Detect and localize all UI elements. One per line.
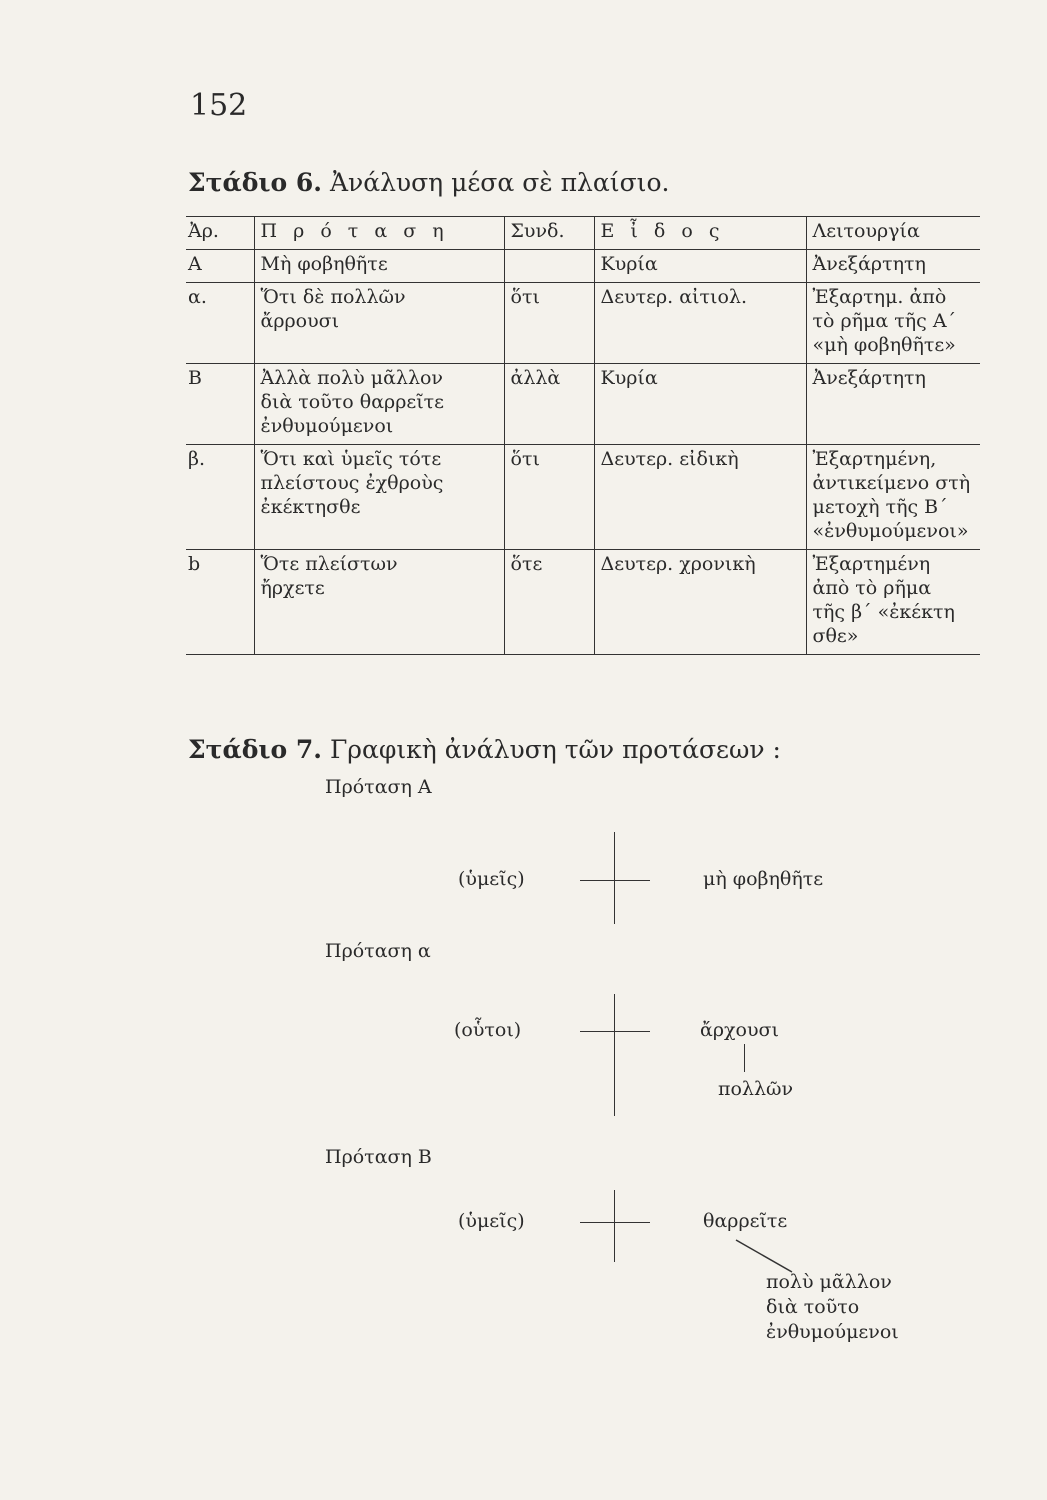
row-type: Δευτερ. εἰδικὴ: [594, 445, 806, 550]
row-number: α.: [188, 286, 207, 308]
header-sentence: Π ρ ό τ α σ η: [254, 217, 504, 250]
row-conjunction: ἀλλὰ: [504, 364, 594, 445]
diagram-title: Πρόταση Β: [325, 1146, 432, 1168]
row-function: Ἐξαρτημένη ἀπὸ τὸ ρῆμα τῆς β΄ «ἐκέκτη σθε»: [806, 550, 980, 655]
diagram-subject: (οὗτοι): [454, 1019, 522, 1041]
table-row: [186, 364, 980, 445]
diagram-title: Πρόταση α: [325, 940, 431, 962]
diagram-verb: ἄρχουσι: [700, 1019, 779, 1041]
diagram-modifier-link: [744, 1044, 745, 1072]
page-number: 152: [190, 88, 248, 123]
diagram-baseline: [580, 880, 650, 881]
row-function: Ἀνεξάρτητη: [806, 250, 980, 283]
stage6-heading: [188, 168, 669, 197]
row-number: b: [188, 553, 201, 575]
row-function: Ἐξαρτημένη, ἀντικείμενο στὴ μετοχὴ τῆς Β΄ «ἐνθυμούμενοι»: [806, 445, 980, 550]
table-row: [186, 445, 980, 550]
diagram-baseline: [580, 1031, 650, 1032]
row-conjunction: ὅτε: [504, 550, 594, 655]
row-function: Ἐξαρτημ. ἀπὸ τὸ ρῆμα τῆς Α΄ «μὴ φοβηθῆτε»: [806, 283, 980, 364]
stage6-label: Στάδιο 6.: [188, 168, 322, 197]
stage7-label: Στάδιο 7.: [188, 735, 322, 764]
row-sentence: Ἀλλὰ πολὺ μᾶλλον διὰ τοῦτο θαρρεῖτε ἐνθυμούμενοι: [254, 364, 504, 445]
analysis-table: [186, 216, 980, 655]
header-function: Λειτουργία: [806, 217, 980, 250]
row-number: Β: [188, 367, 202, 389]
table-row: [186, 283, 980, 364]
row-sentence: Ὅτι καὶ ὑμεῖς τότε πλείστους ἐχθροὺς ἐκέκτησθε: [254, 445, 504, 550]
table-row: [186, 250, 980, 283]
row-function: Ἀνεξάρτητη: [806, 364, 980, 445]
diagram-subject: (ὑμεῖς): [458, 868, 525, 890]
row-number: Α: [188, 253, 202, 275]
row-type: Κυρία: [594, 364, 806, 445]
diagram-verb: θαρρεῖτε: [703, 1210, 788, 1232]
stage6-title: Ἀνάλυση μέσα σὲ πλαίσιο.: [329, 168, 670, 197]
header-type: Ε ἶ δ ο ς: [594, 217, 806, 250]
row-sentence: Μὴ φοβηθῆτε: [254, 250, 504, 283]
diagram-divider: [614, 994, 615, 1116]
row-type: Κυρία: [594, 250, 806, 283]
table-row: [186, 550, 980, 655]
table-header-row: [186, 217, 980, 250]
diagram-modifier: πολλῶν: [718, 1078, 794, 1100]
header-conjunction: Συνδ.: [504, 217, 594, 250]
row-number: β.: [188, 448, 206, 470]
diagram-baseline: [580, 1222, 650, 1223]
row-type: Δευτερ. χρονικὴ: [594, 550, 806, 655]
row-sentence: Ὅτι δὲ πολλῶν ἄρρουσι: [254, 283, 504, 364]
row-conjunction: ὅτι: [504, 283, 594, 364]
row-conjunction: [504, 250, 594, 283]
diagram-divider: [614, 832, 615, 924]
stage7-title: Γραφικὴ ἀνάλυση τῶν προτάσεων :: [329, 735, 781, 764]
row-type: Δευτερ. αἰτιολ.: [594, 283, 806, 364]
header-number: Ἀρ.: [188, 220, 219, 242]
diagram-modifier: πολὺ μᾶλλον διὰ τοῦτο ἐνθυμούμενοι: [766, 1271, 899, 1343]
stage7-heading: [188, 735, 781, 764]
diagram-title: Πρόταση Α: [325, 776, 432, 798]
diagram-verb: μὴ φοβηθῆτε: [703, 868, 824, 890]
row-conjunction: ὅτι: [504, 445, 594, 550]
diagram-divider: [614, 1190, 615, 1262]
row-sentence: Ὅτε πλείστων ἤρχετε: [254, 550, 504, 655]
diagram-subject: (ὑμεῖς): [458, 1210, 525, 1232]
